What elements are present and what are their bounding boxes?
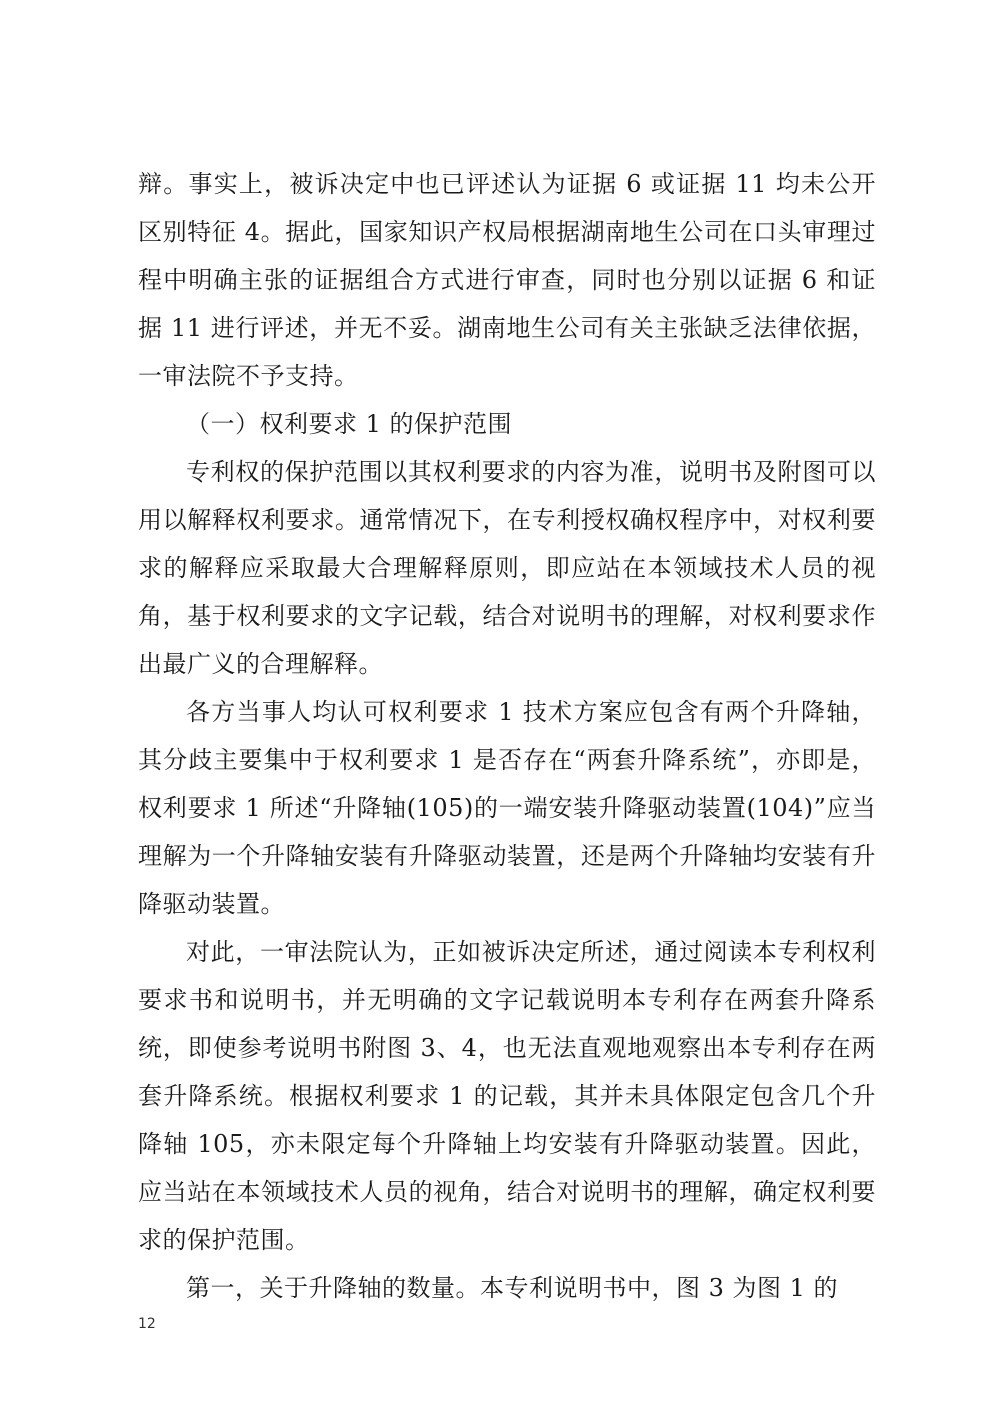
paragraph-court-opinion: 对此，一审法院认为，正如被诉决定所述，通过阅读本专利权利要求书和说明书，并无明确的文字记载说明本专利存在两套升降系统，即使参考说明书附图 3、4，也无法直观地观察出本专利存在两套升降系统。根据权利要求 1 的记载，其并未具体限定包含几个升降轴 105，亦未限定每个升降轴上均安装有升降驱动装置。因此，应当站在本领域技术人员的视角，结合对说明书的理解，确定权利要求的保护范围。	[138, 938, 876, 1254]
document-body	[138, 160, 876, 1312]
paragraph-dispute: 各方当事人均认可权利要求 1 技术方案应包含有两个升降轴，其分歧主要集中于权利要求 1 是否存在“两套升降系统”，亦即是，权利要求 1 所述“升降轴(105)的一端安装升降驱动装置(104)”应当理解为一个升降轴安装有升降驱动装置，还是两个升降轴均安装有升降驱动装置。	[138, 698, 876, 918]
paragraph-continuation: 辩。事实上，被诉决定中也已评述认为证据 6 或证据 11 均未公开区别特征 4。据此，国家知识产权局根据湖南地生公司在口头审理过程中明确主张的证据组合方式进行审查，同时也分别以证据 6 和证据 11 进行评述，并无不妥。湖南地生公司有关主张缺乏法律依据，一审法院不予支持。	[138, 170, 876, 390]
paragraph-protection-scope: 专利权的保护范围以其权利要求的内容为准，说明书及附图可以用以解释权利要求。通常情况下，在专利授权确权程序中，对权利要求的解释应采取最大合理解释原则，即应站在本领域技术人员的视角，基于权利要求的文字记载，结合对说明书的理解，对权利要求作出最广义的合理解释。	[138, 458, 876, 678]
section-heading: （一）权利要求 1 的保护范围	[186, 410, 513, 438]
paragraph-first-point: 第一，关于升降轴的数量。本专利说明书中，图 3 为图 1 的	[186, 1274, 839, 1302]
page-number: 12	[138, 1316, 156, 1332]
